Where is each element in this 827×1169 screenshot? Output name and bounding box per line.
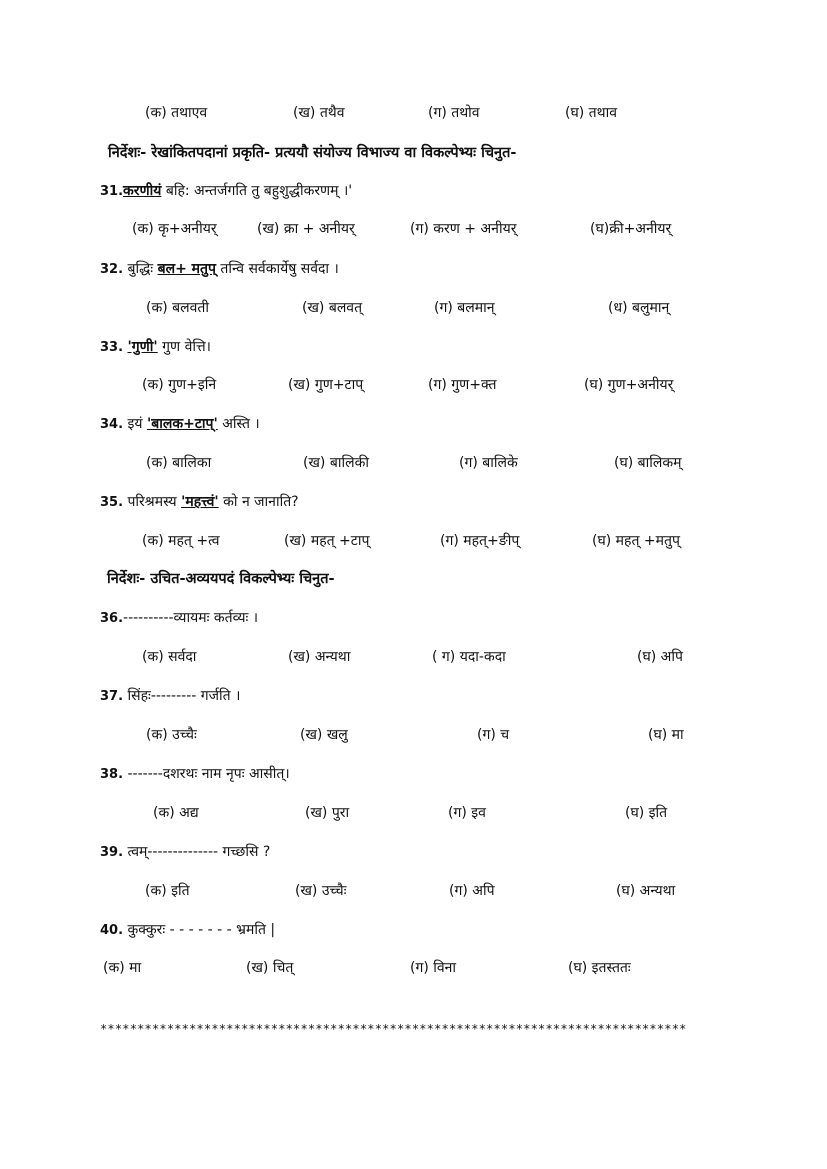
option-gha: (घ) इतस्ततः bbox=[568, 960, 631, 976]
question-number: 38. bbox=[100, 767, 124, 782]
question-32 bbox=[0, 257, 827, 281]
underlined-word: 'बालक+टाप्' bbox=[146, 416, 218, 432]
option-ka: (क) गुण+इनि bbox=[142, 377, 217, 393]
option-ga: (ग) विना bbox=[410, 960, 457, 976]
underlined-word: बल+ मतुप् bbox=[157, 261, 216, 277]
question-number: 37. bbox=[100, 689, 124, 704]
options-row-33 bbox=[0, 373, 827, 397]
option-kha: (ख) गुण+टाप् bbox=[288, 377, 364, 393]
directive-text: निर्देशः- उचित-अव्ययपदं विकल्पेभ्यः चिनुत- bbox=[107, 571, 335, 587]
question-text: गुण वेत्ति। bbox=[157, 339, 211, 355]
option-ga: ( ग) यदा-कदा bbox=[432, 649, 506, 665]
option-kha: (ख) चित् bbox=[246, 960, 294, 976]
question-33 bbox=[0, 335, 827, 359]
option-ga: (ग) बलमान् bbox=[434, 300, 495, 316]
option-gha: (घ) बालिकम् bbox=[614, 455, 682, 471]
option-kha: (ख) अन्यथा bbox=[288, 649, 351, 665]
question-38 bbox=[0, 762, 827, 786]
question-number: 32. bbox=[100, 262, 124, 277]
option-ga: (ग) अपि bbox=[449, 883, 495, 899]
question-text-pre: परिश्रमस्य bbox=[123, 494, 182, 510]
options-row-38 bbox=[0, 801, 827, 825]
question-text: ----------व्यायमः कर्तव्यः । bbox=[123, 610, 259, 626]
underlined-word: 'गुणी' bbox=[127, 339, 158, 355]
option-ka: (क) कृ+अनीयर् bbox=[132, 221, 217, 237]
underlined-word: करणीयं bbox=[123, 183, 162, 199]
option-ka: (क) उच्चैः bbox=[146, 727, 197, 743]
question-number: 39. bbox=[100, 845, 124, 860]
question-number: 33. bbox=[100, 340, 124, 355]
question-35 bbox=[0, 490, 827, 514]
options-row-39 bbox=[0, 879, 827, 903]
question-text: त्वम्-------------- गच्छसि ? bbox=[123, 844, 271, 860]
option-gha: (घ) महत् +मतुप् bbox=[592, 533, 680, 549]
option-gha: (घ)क्री+अनीयर् bbox=[590, 221, 672, 237]
option-ka: (क) बालिका bbox=[146, 455, 212, 471]
question-number: 40. bbox=[100, 923, 124, 938]
option-ga: (ग) महत्+ङीप् bbox=[440, 533, 520, 549]
options-row-0 bbox=[0, 101, 827, 125]
question-number: 31. bbox=[100, 184, 124, 199]
question-number: 34. bbox=[100, 417, 124, 432]
option-kha: (ख) उच्चैः bbox=[295, 883, 347, 899]
star-divider: ******************************************************************************* bbox=[100, 1022, 687, 1036]
underlined-word: 'महत्त्वं' bbox=[181, 494, 219, 510]
option-ka: (क) सर्वदा bbox=[142, 649, 197, 665]
option-kha: (ख) बालिकी bbox=[303, 455, 369, 471]
question-text-pre: इयं bbox=[123, 416, 147, 432]
question-text: सिंहः--------- गर्जति । bbox=[123, 688, 241, 704]
question-text: बहि: अन्तर्जगति तु बहुशुद्धीकरणम् ।' bbox=[161, 183, 353, 199]
option-gha: (घ) अन्यथा bbox=[616, 883, 676, 899]
question-text: तन्वि सर्वकार्येषु सर्वदा । bbox=[215, 261, 339, 277]
options-row-37 bbox=[0, 723, 827, 747]
question-number: 36. bbox=[100, 611, 124, 626]
option-gha: (घ) मा bbox=[648, 727, 684, 743]
question-31 bbox=[0, 179, 827, 203]
question-34 bbox=[0, 412, 827, 436]
option-ga: (ग) करण + अनीयर् bbox=[410, 221, 517, 237]
option-ga: (ग) च bbox=[477, 727, 510, 743]
directive-text: निर्देशः- रेखांकितपदानां प्रकृति- प्रत्ययौ संयोज्य विभाज्य वा विकल्पेभ्यः चिनुत- bbox=[108, 145, 517, 161]
question-text-pre: बुद्धिः bbox=[123, 261, 158, 277]
options-row-40 bbox=[0, 956, 827, 980]
question-36 bbox=[0, 606, 827, 630]
option-kha: (ख) महत् +टाप् bbox=[284, 533, 370, 549]
options-row-34 bbox=[0, 451, 827, 475]
option-ka: (क) तथाएव bbox=[145, 105, 208, 121]
option-gha: (ध) बलुमान् bbox=[608, 300, 670, 316]
option-ka: (क) मा bbox=[103, 960, 142, 976]
directive-2 bbox=[0, 567, 827, 591]
option-ka: (क) महत् +त्व bbox=[142, 533, 220, 549]
question-37 bbox=[0, 684, 827, 708]
question-text: -------दशरथः नाम नृपः आसीत्। bbox=[123, 766, 290, 782]
option-ga: (ग) इव bbox=[448, 805, 486, 821]
option-kha: (ख) क्रा + अनीयर् bbox=[257, 221, 355, 237]
question-40 bbox=[0, 918, 827, 942]
option-ga: (ग) तथोव bbox=[428, 105, 480, 121]
option-gha: (घ) अपि bbox=[637, 649, 683, 665]
directive-1 bbox=[0, 141, 827, 165]
option-kha: (ख) खलु bbox=[300, 727, 348, 743]
option-gha: (घ) तथाव bbox=[565, 105, 617, 121]
option-ka: (क) बलवती bbox=[146, 300, 210, 316]
option-kha: (ख) तथैव bbox=[293, 105, 345, 121]
question-text: अस्ति । bbox=[217, 416, 260, 432]
question-text: कुक्कुरः - - - - - - - भ्रमति | bbox=[123, 922, 276, 938]
question-text: को न जानाति? bbox=[218, 494, 299, 510]
option-kha: (ख) बलवत् bbox=[302, 300, 363, 316]
options-row-36 bbox=[0, 645, 827, 669]
options-row-35 bbox=[0, 529, 827, 553]
option-gha: (घ) इति bbox=[625, 805, 668, 821]
option-kha: (ख) पुरा bbox=[305, 805, 350, 821]
question-number: 35. bbox=[100, 495, 124, 510]
option-ga: (ग) गुण+क्त bbox=[428, 377, 497, 393]
question-39 bbox=[0, 840, 827, 864]
option-gha: (घ) गुण+अनीयर् bbox=[584, 377, 674, 393]
option-ka: (क) अद्य bbox=[153, 805, 199, 821]
options-row-32 bbox=[0, 296, 827, 320]
options-row-31 bbox=[0, 217, 827, 241]
option-ga: (ग) बालिके bbox=[459, 455, 518, 471]
option-ka: (क) इति bbox=[145, 883, 190, 899]
